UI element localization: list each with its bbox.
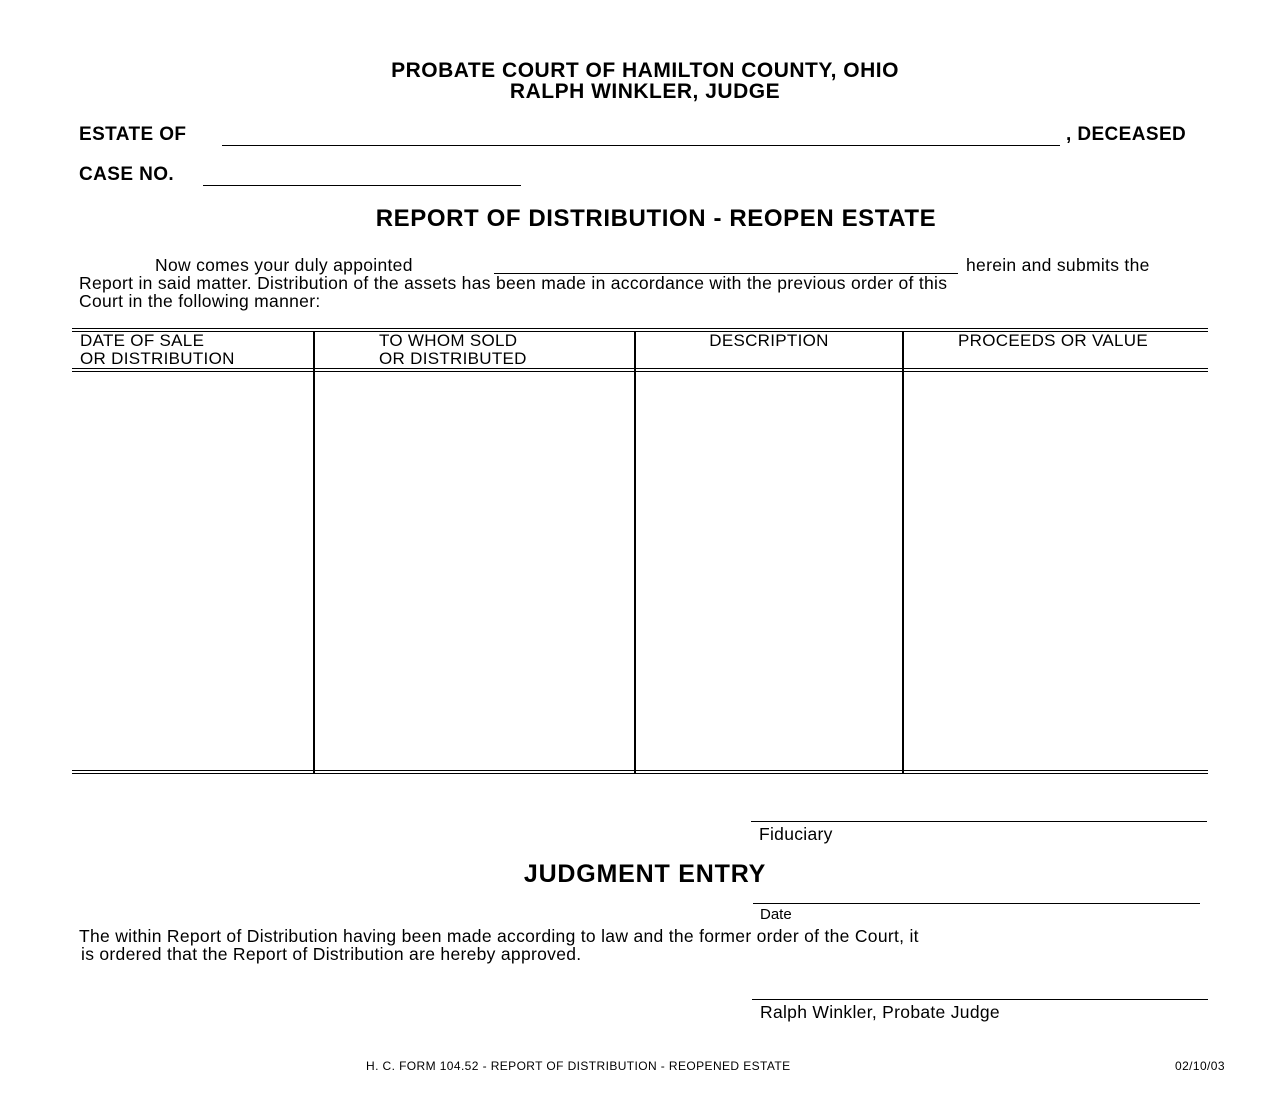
intro-text-end: herein and submits the — [966, 255, 1150, 275]
court-name: PROBATE COURT OF HAMILTON COUNTY, OHIO — [391, 59, 899, 82]
intro-text-start: Now comes your duly appointed — [155, 255, 413, 275]
estate-label: ESTATE OF — [79, 124, 187, 145]
judge-signature-line[interactable] — [752, 999, 1208, 1000]
judge-signature-label: Ralph Winkler, Probate Judge — [760, 1002, 1000, 1022]
column-header-to-whom: TO WHOM SOLD OR DISTRIBUTED — [379, 331, 527, 368]
column-header-proceeds: PROCEEDS OR VALUE — [958, 331, 1148, 350]
judgment-text-line2: is ordered that the Report of Distribution are hereby approved. — [81, 944, 582, 964]
report-title: REPORT OF DISTRIBUTION - REOPEN ESTATE — [375, 205, 937, 232]
estate-name-field[interactable] — [222, 124, 1060, 146]
table-bottom-rule — [72, 770, 1208, 774]
form-number: H. C. FORM 104.52 - REPORT OF DISTRIBUTION - REOPENED ESTATE — [366, 1059, 791, 1073]
deceased-label: , DECEASED — [1066, 124, 1187, 145]
fiduciary-label: Fiduciary — [759, 824, 833, 844]
judge-name: RALPH WINKLER, JUDGE — [509, 80, 781, 103]
fiduciary-signature-line[interactable] — [751, 821, 1207, 822]
judgment-text-line1: The within Report of Distribution having been made according to law and the former order of the Court, it — [79, 926, 919, 946]
case-number-label: CASE NO. — [79, 164, 175, 185]
column-header-date: DATE OF SALE OR DISTRIBUTION — [80, 331, 235, 368]
column-header-description: DESCRIPTION — [709, 331, 829, 350]
judgment-entry-title: JUDGMENT ENTRY — [523, 860, 767, 888]
date-label: Date — [760, 906, 792, 923]
table-header-rule — [72, 368, 1208, 372]
date-line[interactable] — [753, 903, 1200, 904]
intro-text-line3: Court in the following manner: — [79, 291, 321, 311]
case-number-field[interactable] — [203, 164, 521, 186]
form-date: 02/10/03 — [1175, 1059, 1225, 1073]
table-body[interactable] — [74, 373, 1206, 769]
fiduciary-name-field[interactable] — [494, 256, 958, 274]
intro-text-line2: Report in said matter. Distribution of the assets has been made in accordance with the previous order of this — [79, 273, 948, 293]
